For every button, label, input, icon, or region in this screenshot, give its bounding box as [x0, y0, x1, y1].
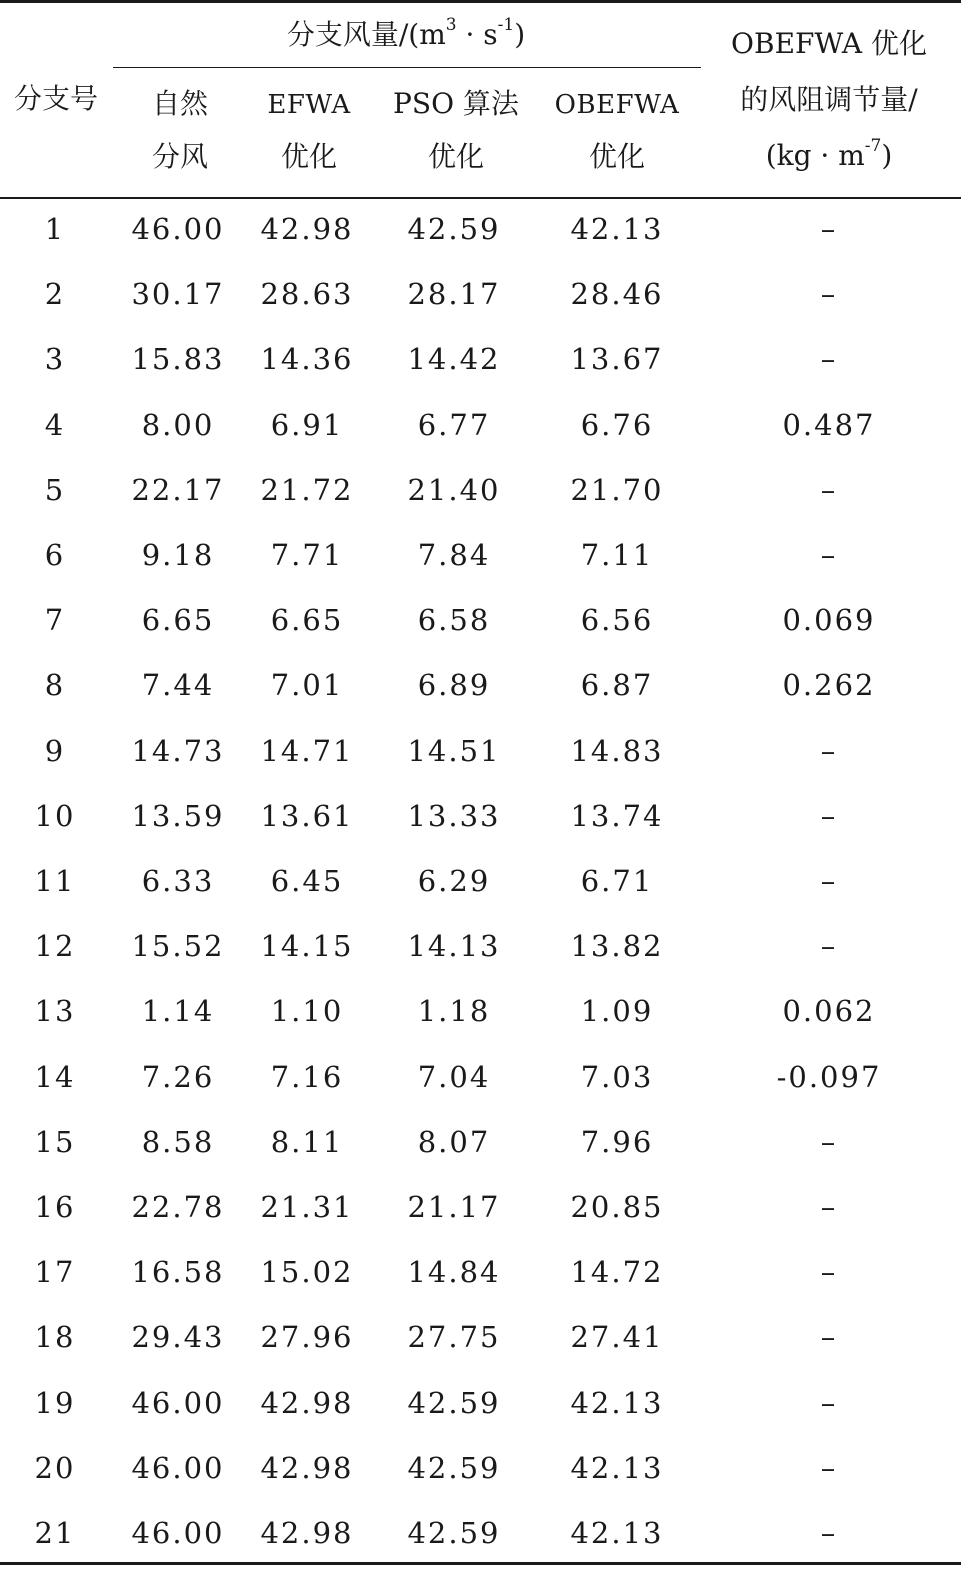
cell-efwa: 27.96 — [260, 1320, 354, 1354]
cell-natural: 22.17 — [131, 473, 225, 507]
airflow-unit-close: ) — [514, 18, 526, 51]
cell-branch: 12 — [34, 929, 76, 963]
cell-resist: 0.062 — [782, 994, 876, 1028]
cell-pso: 21.17 — [407, 1190, 501, 1224]
cell-resist: – — [820, 864, 838, 898]
cell-branch: 11 — [34, 864, 76, 898]
cell-obefwa: 14.83 — [570, 734, 664, 768]
cell-efwa: 14.15 — [260, 929, 354, 963]
cell-branch: 10 — [34, 799, 76, 833]
cell-branch: 5 — [44, 473, 66, 507]
cell-resist: -0.097 — [776, 1060, 882, 1094]
cell-efwa: 15.02 — [260, 1255, 354, 1289]
cell-branch: 20 — [34, 1451, 76, 1485]
col-header-obefwa-line1: OBEFWA — [554, 90, 680, 120]
cell-resist: – — [820, 538, 838, 572]
airflow-group-header — [286, 15, 526, 51]
cell-obefwa: 27.41 — [570, 1320, 664, 1354]
cell-resist: – — [820, 212, 838, 246]
cell-natural: 22.78 — [131, 1190, 225, 1224]
cell-obefwa: 7.11 — [580, 538, 654, 572]
cell-pso: 7.04 — [417, 1060, 491, 1094]
cell-branch: 7 — [44, 603, 66, 637]
cell-natural: 8.58 — [141, 1125, 215, 1159]
col-header-efwa-line1: EFWA — [267, 90, 351, 120]
cell-obefwa: 14.72 — [570, 1255, 664, 1289]
cell-efwa: 7.16 — [270, 1060, 344, 1094]
cell-obefwa: 13.67 — [570, 342, 664, 376]
cell-resist: – — [820, 1451, 838, 1485]
cell-branch: 3 — [44, 342, 66, 376]
cell-pso: 42.59 — [407, 1451, 501, 1485]
cell-efwa: 14.36 — [260, 342, 354, 376]
cell-resist: – — [820, 1386, 838, 1420]
cell-branch: 13 — [34, 994, 76, 1028]
cell-branch: 18 — [34, 1320, 76, 1354]
cell-pso: 6.29 — [417, 864, 491, 898]
cell-natural: 46.00 — [131, 1451, 225, 1485]
cell-pso: 28.17 — [407, 277, 501, 311]
cell-natural: 8.00 — [141, 408, 215, 442]
cell-pso: 14.42 — [407, 342, 501, 376]
cell-obefwa: 6.56 — [580, 603, 654, 637]
cell-branch: 17 — [34, 1255, 76, 1289]
cell-pso: 8.07 — [417, 1125, 491, 1159]
cell-pso: 6.89 — [417, 668, 491, 702]
cell-natural: 46.00 — [131, 1516, 225, 1550]
cell-obefwa: 6.87 — [580, 668, 654, 702]
cell-efwa: 13.61 — [260, 799, 354, 833]
cell-obefwa: 42.13 — [570, 1516, 664, 1550]
cell-obefwa: 13.82 — [570, 929, 664, 963]
cell-pso: 42.59 — [407, 1386, 501, 1420]
resist-unit-prefix: (kg · m — [765, 139, 865, 172]
cell-branch: 14 — [34, 1060, 76, 1094]
cell-resist: 0.262 — [782, 668, 876, 702]
cell-branch: 2 — [44, 277, 66, 311]
cell-natural: 7.26 — [141, 1060, 215, 1094]
cell-pso: 13.33 — [407, 799, 501, 833]
cell-efwa: 14.71 — [260, 734, 354, 768]
cell-efwa: 42.98 — [260, 1516, 354, 1550]
table-top-rule — [0, 0, 961, 3]
cell-resist: – — [820, 799, 838, 833]
resist-unit-close: ) — [881, 139, 893, 172]
col-header-resist-line3 — [765, 136, 893, 172]
cell-branch: 6 — [44, 538, 66, 572]
cell-pso: 21.40 — [407, 473, 501, 507]
cell-resist: – — [820, 734, 838, 768]
cell-obefwa: 6.71 — [580, 864, 654, 898]
cell-pso: 1.18 — [417, 994, 491, 1028]
cell-efwa: 6.65 — [270, 603, 344, 637]
cell-efwa: 8.11 — [270, 1125, 344, 1159]
cell-natural: 6.33 — [141, 864, 215, 898]
cell-natural: 13.59 — [131, 799, 225, 833]
cell-pso: 6.58 — [417, 603, 491, 637]
cell-resist: 0.069 — [782, 603, 876, 637]
cell-branch: 21 — [34, 1516, 76, 1550]
cell-obefwa: 21.70 — [570, 473, 664, 507]
cell-branch: 16 — [34, 1190, 76, 1224]
cell-obefwa: 1.09 — [580, 994, 654, 1028]
cell-natural: 9.18 — [141, 538, 215, 572]
cell-efwa: 21.31 — [260, 1190, 354, 1224]
cell-efwa: 6.45 — [270, 864, 344, 898]
cell-pso: 14.84 — [407, 1255, 501, 1289]
cell-natural: 6.65 — [141, 603, 215, 637]
cell-natural: 1.14 — [141, 994, 215, 1028]
cell-pso: 7.84 — [417, 538, 491, 572]
cell-pso: 27.75 — [407, 1320, 501, 1354]
cell-obefwa: 42.13 — [570, 1451, 664, 1485]
cell-obefwa: 6.76 — [580, 408, 654, 442]
cell-natural: 29.43 — [131, 1320, 225, 1354]
cell-natural: 7.44 — [141, 668, 215, 702]
cell-pso: 42.59 — [407, 1516, 501, 1550]
cell-resist: – — [820, 1255, 838, 1289]
col-header-pso-line2: 优化 — [427, 140, 485, 173]
cell-resist: – — [820, 342, 838, 376]
cell-natural: 14.73 — [131, 734, 225, 768]
col-header-efwa-line2: 优化 — [280, 140, 338, 173]
cell-efwa: 21.72 — [260, 473, 354, 507]
cell-efwa: 1.10 — [270, 994, 344, 1028]
cell-obefwa: 42.13 — [570, 212, 664, 246]
cell-resist: – — [820, 929, 838, 963]
col-header-obefwa-line2: 优化 — [588, 140, 646, 173]
cell-resist: – — [820, 473, 838, 507]
col-header-pso-line1: PSO 算法 — [393, 87, 519, 120]
col-header-branch: 分支号 — [13, 82, 99, 115]
cell-natural: 46.00 — [131, 212, 225, 246]
col-header-natural-line2: 分风 — [151, 140, 209, 173]
cell-pso: 6.77 — [417, 408, 491, 442]
cell-efwa: 42.98 — [260, 1451, 354, 1485]
header-bottom-rule — [0, 197, 961, 199]
cell-pso: 14.51 — [407, 734, 501, 768]
cell-efwa: 7.71 — [270, 538, 344, 572]
cell-obefwa: 7.96 — [580, 1125, 654, 1159]
cell-branch: 9 — [44, 734, 66, 768]
col-header-resist-line2: 的风阻调节量/ — [740, 83, 918, 116]
cell-pso: 42.59 — [407, 212, 501, 246]
cell-branch: 4 — [44, 408, 66, 442]
cell-resist: – — [820, 1125, 838, 1159]
table-bottom-rule — [0, 1562, 961, 1565]
cell-efwa: 28.63 — [260, 277, 354, 311]
airflow-unit-mid: · s — [456, 18, 498, 51]
cell-efwa: 6.91 — [270, 408, 344, 442]
cell-resist: – — [820, 277, 838, 311]
cell-obefwa: 7.03 — [580, 1060, 654, 1094]
cell-resist: – — [820, 1190, 838, 1224]
col-header-resist-line1: OBEFWA 优化 — [731, 27, 927, 60]
airflow-unit-exponent-neg: -1 — [497, 15, 515, 35]
cell-natural: 15.52 — [131, 929, 225, 963]
airflow-group-title: 分支风量/(m — [286, 18, 446, 51]
cell-natural: 30.17 — [131, 277, 225, 311]
cell-efwa: 42.98 — [260, 1386, 354, 1420]
cell-obefwa: 28.46 — [570, 277, 664, 311]
cell-resist: – — [820, 1516, 838, 1550]
cell-obefwa: 13.74 — [570, 799, 664, 833]
cell-branch: 8 — [44, 668, 66, 702]
cell-natural: 16.58 — [131, 1255, 225, 1289]
cell-branch: 1 — [44, 212, 66, 246]
cell-branch: 19 — [34, 1386, 76, 1420]
cell-pso: 14.13 — [407, 929, 501, 963]
cell-natural: 46.00 — [131, 1386, 225, 1420]
cell-efwa: 42.98 — [260, 212, 354, 246]
group-header-rule — [113, 67, 701, 68]
cell-obefwa: 42.13 — [570, 1386, 664, 1420]
cell-natural: 15.83 — [131, 342, 225, 376]
cell-efwa: 7.01 — [270, 668, 344, 702]
cell-branch: 15 — [34, 1125, 76, 1159]
cell-obefwa: 20.85 — [570, 1190, 664, 1224]
resist-unit-exponent: -7 — [864, 136, 882, 156]
cell-resist: 0.487 — [782, 408, 876, 442]
airflow-unit-exponent: 3 — [445, 15, 457, 35]
col-header-natural-line1: 自然 — [151, 87, 209, 120]
cell-resist: – — [820, 1320, 838, 1354]
